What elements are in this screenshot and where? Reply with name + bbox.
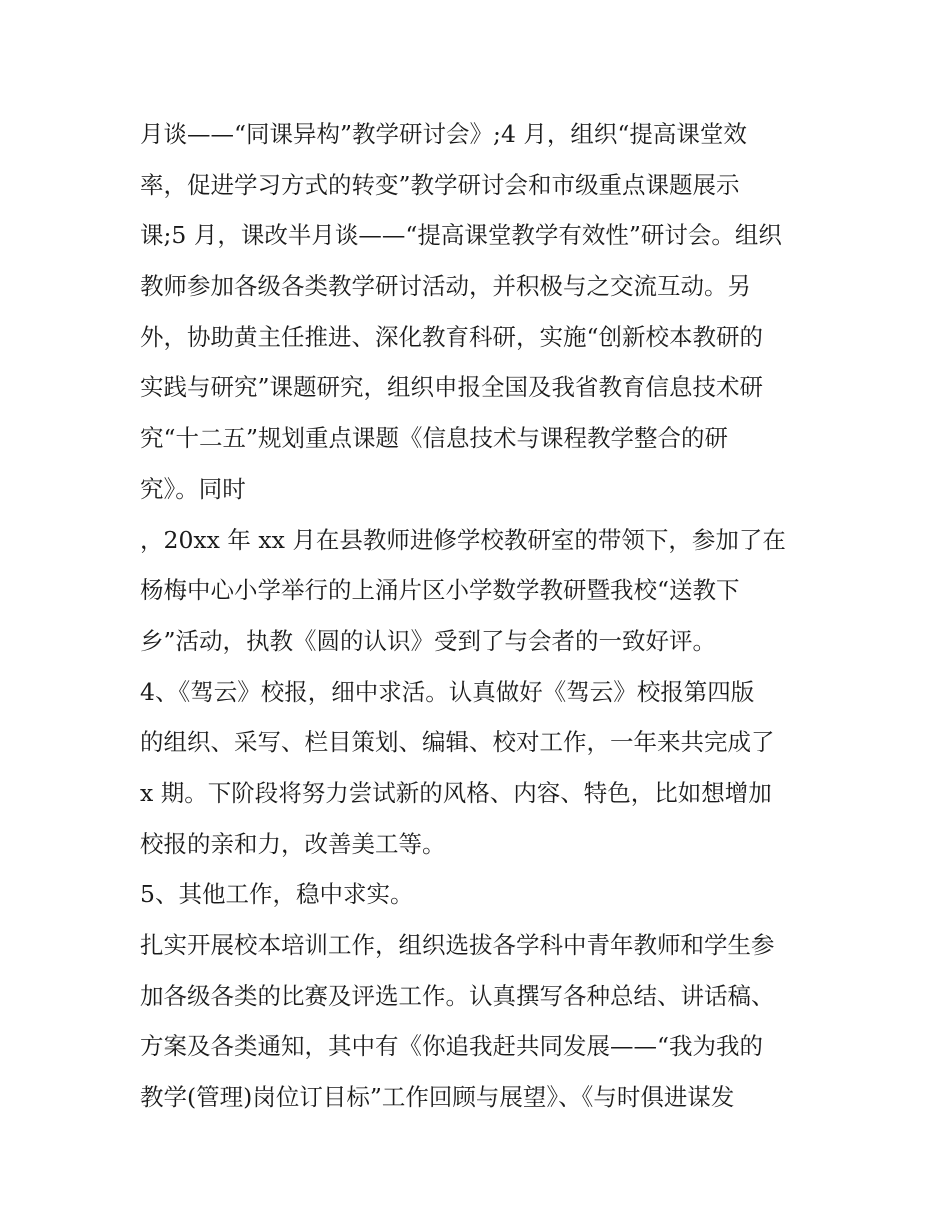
text-line: 实践与研究”课题研究，组织申报全国及我省教育信息技术研 (140, 373, 764, 402)
document-body (140, 109, 820, 1123)
text-line: 究》。同时 (140, 474, 246, 503)
text-line: x 期。下阶段将努力尝试新的风格、内容、特色，比如想增加 (140, 778, 772, 807)
text-line: 教师参加各级各类教学研讨活动，并积极与之交流互动。另 (140, 272, 751, 301)
text-line: 方案及各类通知，其中有《你追我赶共同发展——“我为我的 (140, 1032, 764, 1061)
text-line: 校报的亲和力，改善美工等。 (140, 829, 446, 858)
text-line: 5、其他工作，稳中求实。 (140, 880, 414, 909)
text-line: 课;5 月，课改半月谈——“提高课堂教学有效性”研讨会。组织 (140, 221, 782, 250)
text-line: 率，促进学习方式的转变”教学研讨会和市级重点课题展示 (140, 170, 740, 199)
text-line: 扎实开展校本培训工作，组织选拔各学科中青年教师和学生参 (140, 931, 775, 959)
text-line: ，20xx 年 xx 月在县教师进修学校教研室的带领下，参加了在 (140, 525, 786, 554)
text-line: 教学(管理)岗位订目标”工作回顾与展望》、《与时俱进谋发 (140, 1083, 735, 1112)
text-line: 杨梅中心小学举行的上涌片区小学数学教研暨我校“送教下 (140, 576, 740, 605)
text-line: 加各级各类的比赛及评选工作。认真撰写各种总结、讲话稿、 (140, 981, 775, 1010)
text-line: 究“十二五”规划重点课题《信息技术与课程教学整合的研 (140, 424, 729, 453)
text-line: 月谈——“同课异构”教学研讨会》;4 月，组织“提高课堂效 (140, 120, 747, 148)
text-line: 外，协助黄主任推进、深化教育科研，实施“创新校本教研的 (140, 322, 764, 351)
text-line: 4、《驾云》校报，细中求活。认真做好《驾云》校报第四版 (140, 677, 755, 706)
text-line: 乡”活动，执教《圆的认识》受到了与会者的一致好评。 (140, 626, 717, 655)
text-line: 的组织、采写、栏目策划、编辑、校对工作，一年来共完成了 (140, 728, 775, 757)
